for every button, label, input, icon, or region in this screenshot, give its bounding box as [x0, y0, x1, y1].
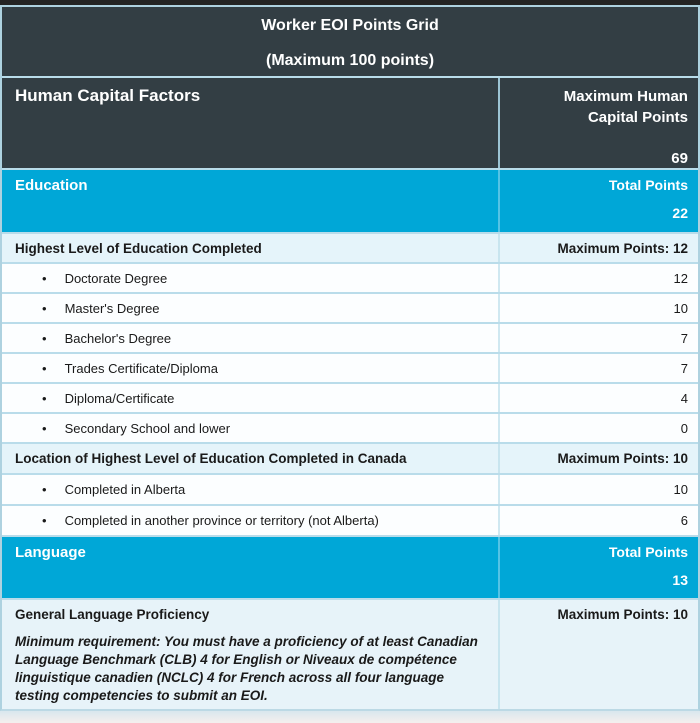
worker-eoi-points-grid-table [0, 5, 700, 711]
item-row-doctorate-degree [2, 262, 698, 292]
group-label: Location of Highest Level of Education Completed in Canada [15, 451, 407, 466]
section-name-education: Education [15, 177, 88, 194]
item-label-cell [2, 421, 498, 436]
item-label-cell [2, 271, 498, 286]
item-row-bachelors-degree [2, 322, 698, 352]
item-label: Secondary School and lower [64, 420, 231, 436]
item-label-cell [2, 513, 498, 528]
item-label-cell [2, 391, 498, 406]
item-label: Bachelor's Degree [64, 330, 172, 346]
section-total-value: 13 [672, 572, 688, 588]
item-row-completed-in-alberta [2, 473, 698, 504]
item-points: 0 [498, 414, 698, 442]
group-max-points: Maximum Points: 10 [498, 444, 698, 473]
header-max-points-cell [498, 78, 698, 168]
minimum-requirement-note: Minimum requirement: You must have a proficiency of at least Canadian Language Benchmark (CLB) 4 for English or Niveaux de compétence linguistique canadien (NCLC) 4 for French across all four language testing competencies to submit an EOI. [15, 634, 478, 703]
item-row-completed-other-province [2, 504, 698, 535]
item-points: 7 [498, 354, 698, 382]
section-total-cell-education [498, 170, 698, 232]
group-max-points: Maximum Points: 10 [498, 600, 698, 709]
section-total-label: Total Points [608, 544, 688, 560]
group-row-highest-education [2, 232, 698, 262]
cropped-bottom-strip [0, 711, 700, 722]
item-label: Trades Certificate/Diploma [64, 360, 218, 376]
item-label: Completed in Alberta [64, 482, 186, 497]
item-points: 10 [498, 475, 698, 504]
item-points: 10 [498, 294, 698, 322]
item-label-cell [2, 482, 498, 497]
item-row-masters-degree [2, 292, 698, 322]
item-label-cell [2, 361, 498, 376]
item-label-cell [2, 301, 498, 316]
header-max-points-line1: Maximum Human [563, 88, 688, 105]
item-row-diploma-certificate [2, 382, 698, 412]
bullet-icon: • [42, 482, 47, 497]
group-label: General Language Proficiency [15, 607, 210, 622]
bullet-icon: • [42, 360, 47, 376]
glp-label-cell [2, 600, 498, 709]
item-points: 7 [498, 324, 698, 352]
item-label: Diploma/Certificate [64, 390, 175, 406]
bullet-icon: • [42, 420, 47, 436]
group-row-location-of-education [2, 442, 698, 473]
item-row-secondary-school [2, 412, 698, 442]
header-max-points-label [508, 86, 688, 128]
table-subtitle: (Maximum 100 points) [265, 52, 435, 69]
header-human-capital-factors: Human Capital Factors [15, 86, 201, 105]
item-points: 12 [498, 264, 698, 292]
item-label: Completed in another province or territory (not Alberta) [64, 513, 379, 528]
group-max-points: Maximum Points: 12 [498, 234, 698, 262]
bullet-icon: • [42, 390, 47, 406]
item-row-trades-certificate [2, 352, 698, 382]
column-header-row [2, 76, 698, 168]
group-row-general-language-proficiency [2, 598, 698, 709]
table-title-row [2, 7, 698, 76]
bullet-icon: • [42, 300, 47, 316]
bullet-icon: • [42, 330, 47, 346]
section-row-education [2, 168, 698, 232]
item-label-cell [2, 331, 498, 346]
header-max-points-line2: Capital Points [587, 109, 688, 126]
section-total-value: 22 [672, 205, 688, 221]
item-points: 4 [498, 384, 698, 412]
section-total-label: Total Points [608, 177, 688, 193]
item-label: Doctorate Degree [64, 270, 168, 286]
item-label: Master's Degree [64, 300, 160, 316]
group-label: Highest Level of Education Completed [15, 240, 262, 256]
table-title: Worker EOI Points Grid [261, 17, 439, 34]
section-row-language [2, 535, 698, 598]
bullet-icon: • [42, 270, 47, 286]
section-total-cell-language [498, 537, 698, 598]
section-name-language: Language [15, 544, 86, 561]
bullet-icon: • [42, 513, 47, 528]
header-max-points-value: 69 [671, 150, 688, 167]
item-points: 6 [498, 506, 698, 535]
